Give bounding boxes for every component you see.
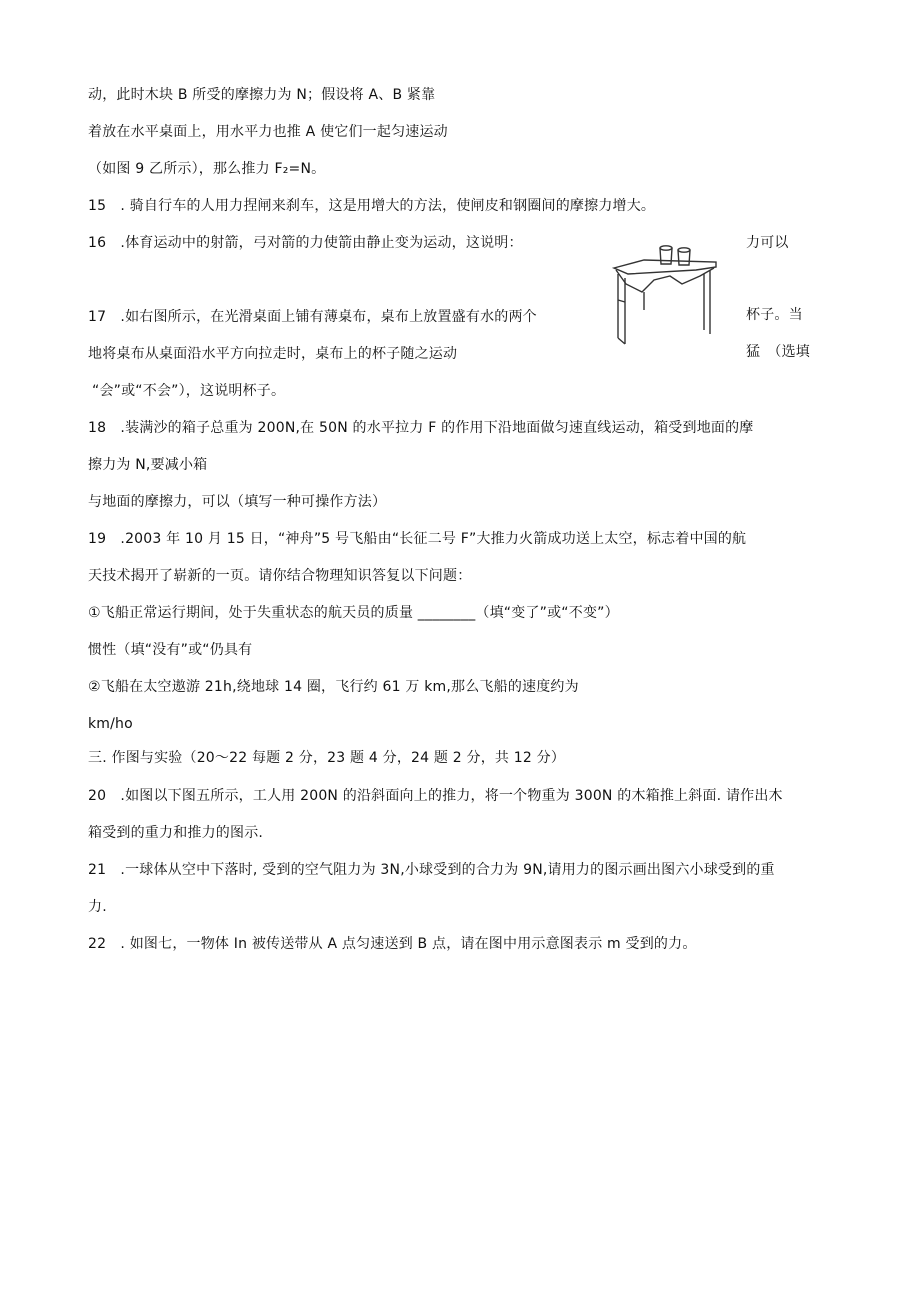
question-21: 21 .一球体从空中下落时, 受到的空气阻力为 3N,小球受到的合力为 9N,请用力的图示画出图六小球受到的重	[88, 862, 775, 878]
text-line: 箱受到的重力和推力的图示.	[88, 825, 264, 841]
table-with-cloth-and-cups-icon	[604, 240, 726, 348]
question-20: 20 .如图以下图五所示，工人用 200N 的沿斜面向上的推力，将一个物重为 300N 的木箱推上斜面. 请作出木	[88, 788, 783, 804]
section-3-heading: 三. 作图与实验（20～22 每题 2 分，23 题 4 分，24 题 2 分，共 12 分）	[88, 750, 566, 766]
question-16-continuation: 力可以	[746, 235, 789, 251]
question-17-continuation: 杯子。当	[746, 307, 803, 323]
text-line: 猛 （选填	[746, 344, 810, 360]
text-line: 擦力为 N,要减小箱	[88, 457, 208, 473]
text-line: 地将桌布从桌面沿水平方向拉走时，桌布上的杯子随之运动	[88, 346, 458, 362]
text-line: 惯性（填“没有”或“仍具有	[88, 642, 253, 658]
question-16: 16 .体育运动中的射箭，弓对箭的力使箭由静止变为运动，这说明：	[88, 235, 523, 251]
text-line: （如图 9 乙所示），那么推力 F₂=N。	[88, 161, 326, 177]
question-19-part-2: ②飞船在太空遨游 21h,绕地球 14 圈，飞行约 61 万 km,那么飞船的速度约为	[88, 679, 579, 695]
text-line: “会”或“不会”），这说明杯子。	[92, 383, 286, 399]
text-line: km/ho	[88, 716, 133, 732]
question-15: 15 . 骑自行车的人用力捏闸来刹车，这是用增大的方法，使闸皮和钢圈间的摩擦力增大。	[88, 198, 656, 214]
question-22: 22 . 如图七，一物体 In 被传送带从 A 点匀速送到 B 点，请在图中用示意图表示 m 受到的力。	[88, 936, 697, 952]
text-line: 动，此时木块 B 所受的摩擦力为 N；假设将 A、B 紧靠	[88, 87, 436, 103]
text-line: 天技术揭开了崭新的一页。请你结合物理知识答复以下问题：	[88, 568, 472, 584]
text-line: 与地面的摩擦力，可以（填写一种可操作方法）	[88, 494, 387, 510]
text-line: 着放在水平桌面上，用水平力也推 A 使它们一起匀速运动	[88, 124, 448, 140]
question-17: 17 .如右图所示，在光滑桌面上铺有薄桌布，桌布上放置盛有水的两个	[88, 309, 537, 325]
text-line: 力.	[88, 899, 107, 915]
question-18: 18 .装满沙的箱子总重为 200N,在 50N 的水平拉力 F 的作用下沿地面做匀速直线运动，箱受到地面的摩	[88, 420, 754, 436]
question-19: 19 .2003 年 10 月 15 日，“神舟”5 号飞船由“长征二号 F”大推力火箭成功送上太空，标志着中国的航	[88, 531, 747, 547]
question-19-part-1: ①飞船正常运行期间，处于失重状态的航天员的质量 ________（填“变了”或“不变”）	[88, 605, 619, 621]
